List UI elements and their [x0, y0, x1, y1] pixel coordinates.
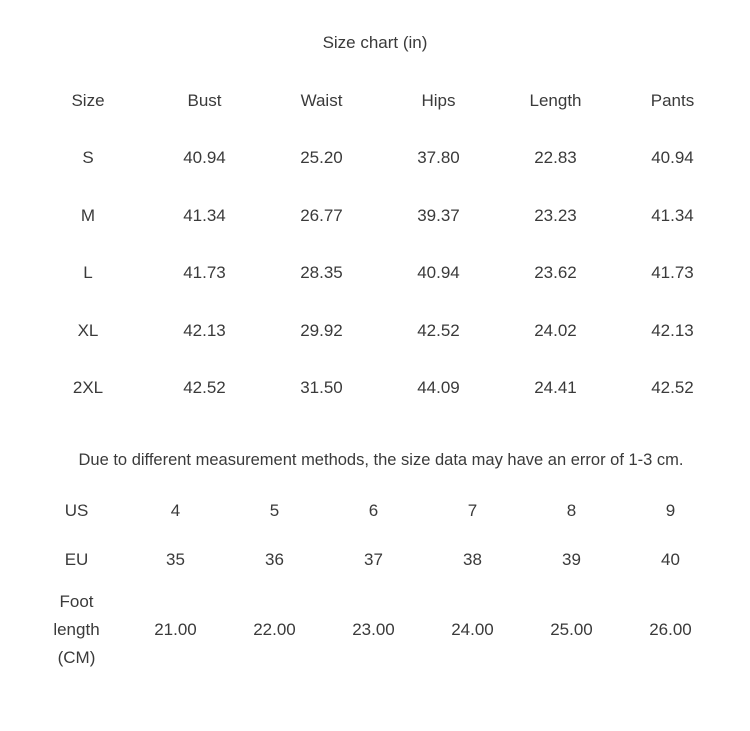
table-cell: 28.35	[300, 263, 343, 283]
table-cell: 42.52	[417, 320, 460, 340]
table-cell: 41.73	[183, 263, 226, 283]
table-cell: 24.41	[534, 378, 577, 398]
table-cell: 26.77	[300, 205, 343, 225]
header-cell: Hips	[421, 90, 456, 110]
table-cell: 26.00	[649, 620, 692, 639]
table-cell: S	[82, 148, 94, 168]
table-cell: 24.00	[451, 620, 494, 639]
table-cell: M	[80, 205, 96, 225]
table-row	[30, 302, 731, 360]
table-cell: 39.37	[417, 205, 460, 225]
table-cell: 22.83	[534, 148, 577, 168]
shoe-size-table	[27, 486, 720, 676]
table-row	[30, 245, 731, 303]
row-label-line: Foot	[59, 592, 94, 611]
table-cell: 6	[368, 500, 379, 520]
table-cell: 9	[665, 500, 676, 520]
page-title: Size chart (in)	[322, 33, 428, 52]
table-header-row	[30, 72, 731, 130]
table-row-eu	[27, 535, 720, 584]
table-row	[30, 360, 731, 418]
table-cell: 21.00	[154, 620, 197, 639]
measurement-note: Due to different measurement methods, the size data may have an error of 1-3 cm.	[78, 451, 684, 469]
table-cell: 40.94	[417, 263, 460, 283]
table-cell: 23.62	[534, 263, 577, 283]
table-row-foot-length	[27, 584, 720, 676]
row-label-line: length	[53, 620, 100, 639]
table-cell: 38	[463, 549, 482, 569]
table-cell: 41.34	[651, 205, 694, 225]
table-cell: 37.80	[417, 148, 460, 168]
table-row	[30, 187, 731, 245]
table-cell: 44.09	[417, 378, 460, 398]
row-label	[27, 584, 126, 676]
table-cell: 35	[166, 549, 185, 569]
row-label-line: (CM)	[57, 648, 96, 667]
table-cell: 2XL	[72, 378, 104, 398]
table-cell: 7	[467, 500, 478, 520]
header-cell: Waist	[300, 90, 343, 110]
table-cell: 41.73	[651, 263, 694, 283]
table-cell: 40.94	[651, 148, 694, 168]
table-cell: 8	[566, 500, 577, 520]
table-cell: 23.00	[352, 620, 395, 639]
table-cell: 4	[170, 500, 181, 520]
table-cell: 25.20	[300, 148, 343, 168]
table-cell: 39	[562, 549, 581, 569]
table-cell: 42.52	[183, 378, 226, 398]
table-cell: 42.13	[651, 320, 694, 340]
table-cell: 31.50	[300, 378, 343, 398]
table-cell: 25.00	[550, 620, 593, 639]
header-cell: Pants	[650, 90, 695, 110]
table-cell: 22.00	[253, 620, 296, 639]
table-cell: 5	[269, 500, 280, 520]
header-cell: Size	[71, 90, 105, 110]
table-cell: 23.23	[534, 205, 577, 225]
row-label: EU	[64, 549, 89, 569]
table-cell: L	[83, 263, 93, 283]
table-cell: 36	[265, 549, 284, 569]
table-row	[30, 130, 731, 188]
size-chart-table	[30, 72, 731, 417]
header-cell: Length	[529, 90, 582, 110]
header-cell: Bust	[187, 90, 222, 110]
table-row-us	[27, 486, 720, 535]
row-label: US	[64, 500, 89, 520]
table-cell: 29.92	[300, 320, 343, 340]
table-cell: 42.52	[651, 378, 694, 398]
table-cell: 40	[661, 549, 680, 569]
table-cell: 40.94	[183, 148, 226, 168]
table-cell: 24.02	[534, 320, 577, 340]
table-cell: 42.13	[183, 320, 226, 340]
table-cell: 37	[364, 549, 383, 569]
table-cell: 41.34	[183, 205, 226, 225]
table-cell: XL	[77, 320, 99, 340]
